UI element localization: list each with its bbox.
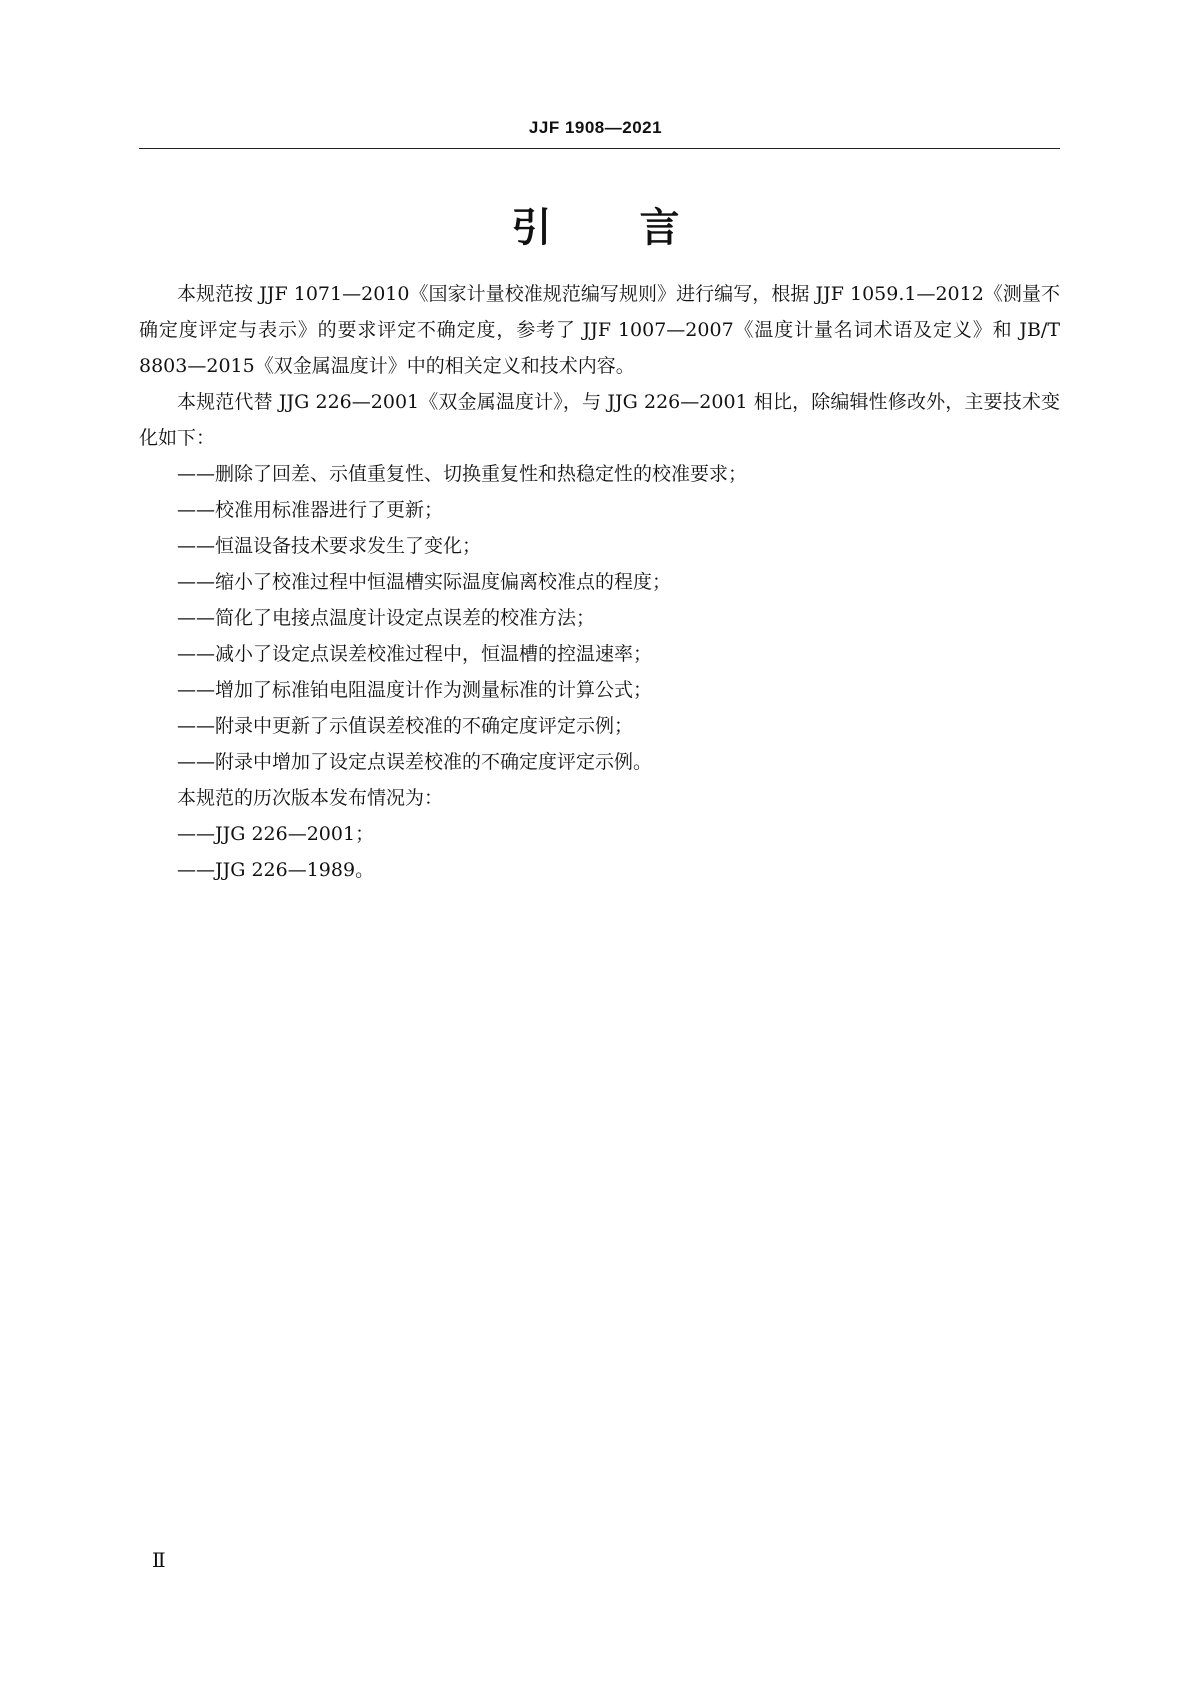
list-item: ——JJG 226—1989。 [177, 859, 375, 881]
list-item: ——附录中增加了设定点误差校准的不确定度评定示例。 [177, 751, 653, 773]
list-item: ——恒温设备技术要求发生了变化； [177, 535, 482, 557]
list-item: ——简化了电接点温度计设定点误差的校准方法； [177, 607, 596, 629]
paragraph: 本规范代替 JJG 226—2001《双金属温度计》，与 JJG 226—2001 相比，除编辑性修改外，主要技术变化如下： [139, 391, 1060, 449]
document-body [139, 276, 1060, 888]
document-code-header: JJF 1908—2021 [528, 118, 663, 137]
header-rule [139, 148, 1060, 149]
list-item: ——校准用标准器进行了更新； [177, 499, 444, 521]
title-char-2: 言 [639, 205, 680, 251]
list-item: ——JJG 226—2001； [177, 823, 375, 845]
list-item: ——缩小了校准过程中恒温槽实际温度偏离校准点的程度； [177, 571, 672, 593]
paragraph: 本规范的历次版本发布情况为： [177, 787, 444, 809]
page-number: Ⅱ [152, 1548, 166, 1572]
list-item: ——附录中更新了示值误差校准的不确定度评定示例； [177, 715, 634, 737]
list-item: ——删除了回差、示值重复性、切换重复性和热稳定性的校准要求； [177, 463, 748, 485]
list-item: ——增加了标准铂电阻温度计作为测量标准的计算公式； [177, 679, 653, 701]
paragraph: 本规范按 JJF 1071—2010《国家计量校准规范编写规则》进行编写，根据 JJF 1059.1—2012《测量不确定度评定与表示》的要求评定不确定度，参考了 JJF 1007—2007《温度计量名词术语及定义》和 JB/T 8803—2015《双金属温度计》中的相关定义和技术内容。 [139, 283, 1060, 377]
list-item: ——减小了设定点误差校准过程中，恒温槽的控温速率； [177, 643, 653, 665]
title-char-1: 引 [511, 205, 552, 251]
page-title [0, 196, 1191, 253]
